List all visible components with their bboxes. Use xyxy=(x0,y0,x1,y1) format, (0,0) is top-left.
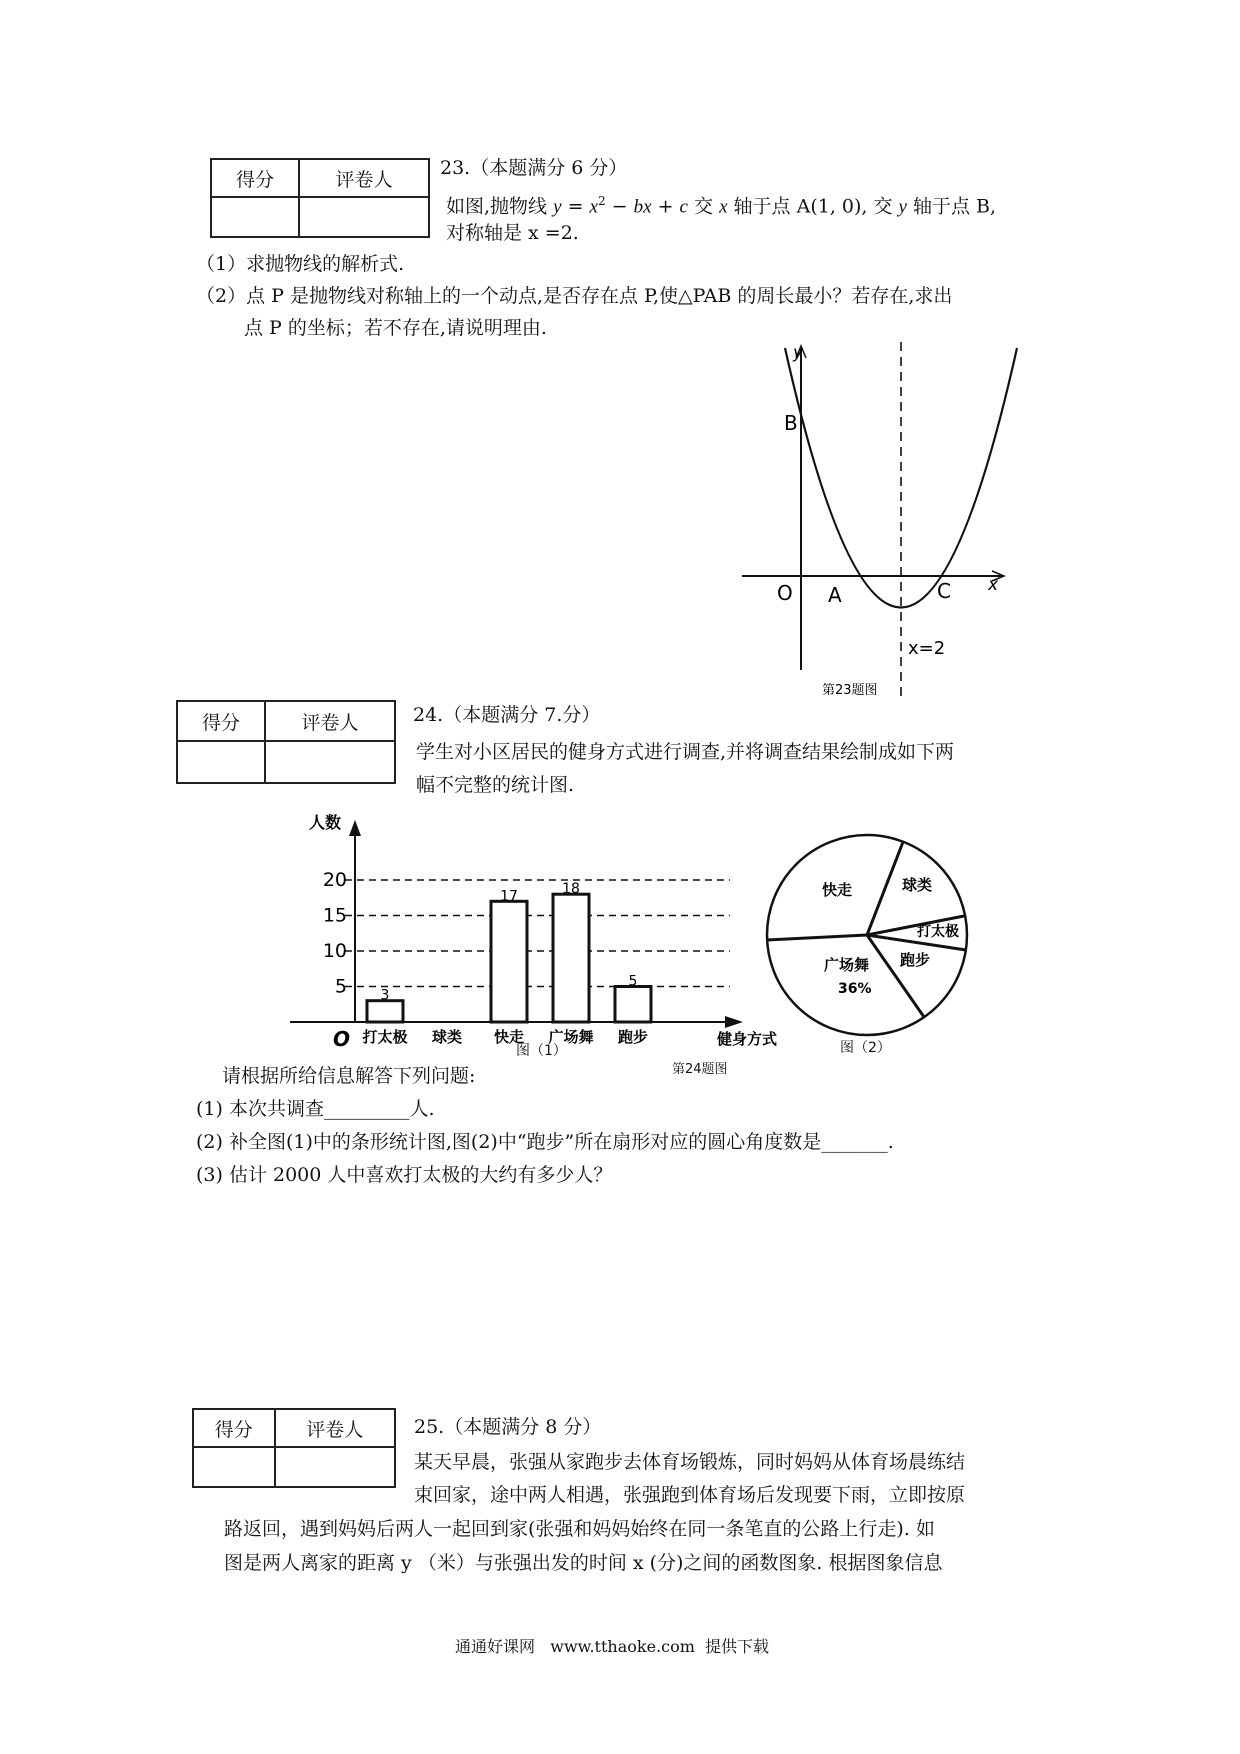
pie-label-kuaizou: 快走 xyxy=(822,881,853,899)
x-category-label: 跑步 xyxy=(617,1028,649,1046)
bar xyxy=(491,901,527,1022)
grader-cell[interactable] xyxy=(265,741,395,783)
x-category-label: 球类 xyxy=(431,1028,463,1046)
fig2-caption: 图（2） xyxy=(840,1040,891,1056)
q25-line-2: 束回家，途中两人相遇，张强跑到体育场后发现要下雨，立即按原 xyxy=(414,1484,966,1506)
chart-origin: O xyxy=(333,1027,351,1050)
q23-part1: （1）求抛物线的解析式. xyxy=(196,253,405,275)
point-b-label: B xyxy=(784,411,798,435)
bar xyxy=(615,987,651,1023)
q23-var-x: x xyxy=(719,196,728,218)
score-label: 得分 xyxy=(177,701,265,741)
page-footer: 通通好课网 www.tthaoke.com 提供下载 xyxy=(455,1637,770,1656)
q25-header: 25.（本题满分 8 分） xyxy=(414,1416,602,1438)
bar-data-label: 18 xyxy=(562,881,580,898)
score-cell[interactable] xyxy=(177,741,265,783)
point-a-label: A xyxy=(828,583,842,607)
q23-text-1c: 轴于点 A(1, 0), 交 xyxy=(727,195,899,218)
x-axis-title: 健身方式 xyxy=(717,1030,778,1048)
bar xyxy=(367,1001,403,1022)
q23-text-1: 如图,抛物线 $y = x^2$ − bx + c 交 x 轴于点 A(1, 0), 交 y 轴于点 B, xyxy=(446,194,997,218)
x-category-label: 打太极 xyxy=(362,1028,408,1046)
q25-line-4: 图是两人离家的距离 y （米）与张强出发的时间 x (分)之间的函数图象. 根据图象信息 xyxy=(224,1552,943,1574)
bar xyxy=(553,894,589,1022)
pie-label-guangchang: 广场舞 xyxy=(824,956,870,974)
grader-label: 评卷人 xyxy=(275,1409,395,1447)
q25-line-3: 路返回，遇到妈妈后两人一起回到家(张强和妈妈始终在同一条笔直的公路上行走). 如 xyxy=(224,1518,935,1540)
fig1-caption: 图（1） xyxy=(516,1043,567,1059)
y-axis-arrow xyxy=(349,820,361,836)
q24-intro: 请根据所给信息解答下列问题: xyxy=(222,1065,476,1087)
q23-figure-caption: 第23题图 xyxy=(822,683,878,698)
q23-header: 23.（本题满分 6 分） xyxy=(440,157,628,179)
figure24-caption: 第24题图 xyxy=(672,1062,728,1077)
y-tick-label: 10 xyxy=(322,940,347,962)
q25-score-table xyxy=(192,1408,396,1488)
q23-var-y: y xyxy=(898,196,907,218)
symmetry-axis-label: x=2 xyxy=(908,638,946,659)
x-category-label: 广场舞 xyxy=(548,1028,594,1046)
q24-header: 24.（本题满分 7.分） xyxy=(413,704,601,726)
grader-cell[interactable] xyxy=(275,1447,395,1487)
score-label: 得分 xyxy=(193,1409,275,1447)
q24-p1: (1) 本次共调查_________人. xyxy=(196,1098,435,1120)
q23-text-1d: 轴于点 B, xyxy=(906,195,997,218)
pie-pct-guangchang: 36% xyxy=(838,981,872,997)
y-axis-title: 人数 xyxy=(309,813,342,832)
pie-label-qiulei: 球类 xyxy=(902,876,933,894)
pie-label-paobu: 跑步 xyxy=(900,951,931,969)
score-cell[interactable] xyxy=(211,197,299,237)
grader-cell[interactable] xyxy=(299,197,429,237)
x-category-label: 快走 xyxy=(493,1028,525,1046)
q24-text-2: 幅不完整的统计图. xyxy=(416,774,575,796)
bar-data-label: 3 xyxy=(380,987,390,1004)
q23-parabola-figure xyxy=(730,340,1030,710)
q24-p2: (2) 补全图(1)中的条形统计图,图(2)中“跑步”所在扇形对应的圆心角度数是_______. xyxy=(196,1131,894,1153)
q24-p3: (3) 估计 2000 人中喜欢打太极的大约有多少人？ xyxy=(196,1164,613,1186)
pie-divider xyxy=(867,935,924,1017)
q24-score-table xyxy=(176,700,396,784)
y-tick-label: 20 xyxy=(322,869,347,891)
q23-text-2: 对称轴是 x =2. xyxy=(446,222,579,244)
x-axis-label: x xyxy=(988,575,999,595)
q23-text-1b: 交 xyxy=(687,195,720,218)
q23-part2a: （2）点 P 是抛物线对称轴上的一个动点,是否存在点 P,使△PAB 的周长最小？若存在,求出 xyxy=(196,285,953,307)
q23-score-table xyxy=(210,158,430,238)
bar-data-label: 17 xyxy=(500,888,518,905)
q23-equation: y xyxy=(553,196,562,218)
score-cell[interactable] xyxy=(193,1447,275,1487)
bar-data-label: 5 xyxy=(628,973,638,990)
q25-line-1: 某天早晨，张强从家跑步去体育场锻炼，同时妈妈从体育场晨练结 xyxy=(414,1451,966,1473)
x-axis-arrow xyxy=(725,1016,743,1028)
origin-label: O xyxy=(777,581,793,605)
q23-part2b: 点 P 的坐标；若不存在,请说明理由. xyxy=(244,317,547,339)
q24-pie-chart xyxy=(762,830,972,1040)
pie-divider xyxy=(867,842,903,935)
y-tick-label: 15 xyxy=(322,904,347,927)
grader-label: 评卷人 xyxy=(265,701,395,741)
point-c-label: C xyxy=(937,579,951,603)
score-label: 得分 xyxy=(211,159,299,197)
q24-text-1: 学生对小区居民的健身方式进行调查,并将调查结果绘制成如下两 xyxy=(416,741,955,763)
y-axis-label: y xyxy=(793,343,804,363)
pie-divider xyxy=(767,935,867,940)
q23-text-1a: 如图,抛物线 xyxy=(446,195,554,218)
y-tick-label: 5 xyxy=(334,975,347,998)
pie-label-taiji: 打太极 xyxy=(917,924,959,940)
grader-label: 评卷人 xyxy=(299,159,429,197)
q24-bar-chart xyxy=(285,810,795,1050)
